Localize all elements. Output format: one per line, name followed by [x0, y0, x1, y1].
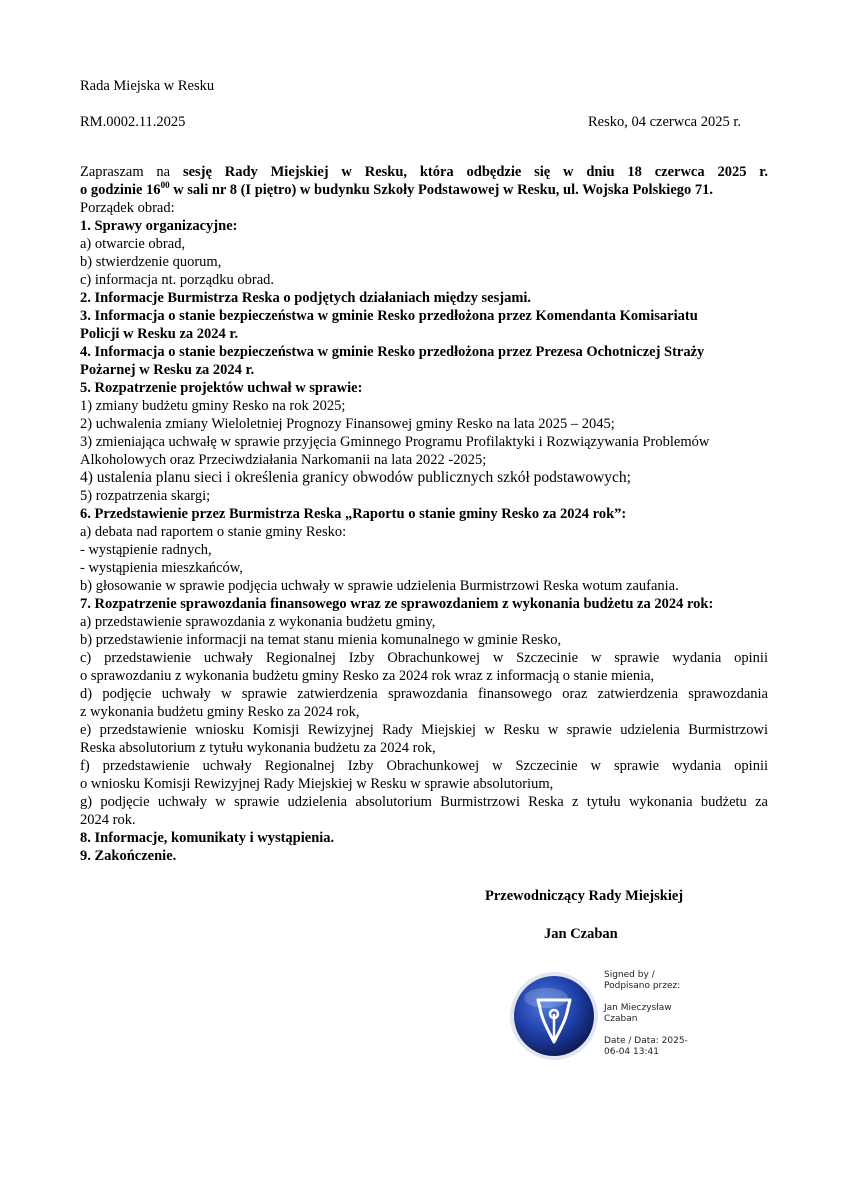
agenda-item-3: 3. Informacja o stanie bezpieczeństwa w gminie Resko przedłożona przez Komendanta Komisariatu	[80, 308, 698, 324]
signature-date-label: Date / Data: 2025-	[604, 1036, 688, 1046]
agenda-subitem-cont: Alkoholowych oraz Przeciwdziałania Narkomanii na lata 2022 -2025;	[80, 452, 487, 468]
agenda-subitem: a) otwarcie obrad,	[80, 236, 186, 252]
agenda-subitem-cont: 2024 rok.	[80, 812, 136, 828]
reference-number: RM.0002.11.2025	[80, 114, 186, 130]
agenda-subitem-cont: Reska absolutorium z tytułu wykonania budżetu za 2024 rok,	[80, 740, 436, 756]
intro-location: w sali nr 8 (I piętro) w budynku Szkoły Podstawowej w Resku, ul. Wojska Polskiego 71.	[169, 182, 714, 198]
agenda-subitem-cont: z wykonania budżetu gminy Resko za 2024 rok,	[80, 704, 360, 720]
agenda-item-6: 6. Przedstawienie przez Burmistrza Reska „Raportu o stanie gminy Resko za 2024 rok”:	[80, 506, 627, 522]
intro-text: Zapraszam na	[80, 164, 183, 180]
agenda-subitem: 4) ustalenia planu sieci i określenia granicy obwodów publicznych szkół podstawowych;	[80, 469, 631, 486]
council-name: Rada Miejska w Resku	[80, 78, 215, 94]
signatory-title: Przewodniczący Rady Miejskiej	[485, 888, 684, 904]
digital-signature-info	[604, 970, 688, 1058]
signed-by-label: Signed by /	[604, 970, 655, 980]
agenda-subitem: b) stwierdzenie quorum,	[80, 254, 222, 270]
agenda-item-4: 4. Informacja o stanie bezpieczeństwa w gminie Resko przedłożona przez Prezesa Ochotniczej Straży	[80, 344, 705, 360]
intro-time: o godzinie 16	[80, 182, 161, 198]
agenda-subitem: c) informacja nt. porządku obrad.	[80, 272, 275, 288]
agenda-subitem: - wystąpienia mieszkańców,	[80, 560, 243, 576]
agenda-item-5: 5. Rozpatrzenie projektów uchwał w sprawie:	[80, 380, 363, 396]
agenda-subitem: 2) uchwalenia zmiany Wieloletniej Prognozy Finansowej gminy Resko na lata 2025 – 2045;	[80, 416, 615, 432]
intro-line-2	[80, 181, 768, 199]
agenda-subitem: b) głosowanie w sprawie podjęcia uchwały w sprawie udzielenia Burmistrzowi Reska wotum zaufania.	[80, 578, 679, 594]
agenda-subitem: 3) zmieniająca uchwałę w sprawie przyjęcia Gminnego Programu Profilaktyki i Rozwiązywania Problemów	[80, 434, 710, 450]
agenda-subitem-cont: o sprawozdaniu z wykonania budżetu gminy Resko za 2024 rok wraz z informacją o stanie mienia,	[80, 668, 655, 684]
intro-line-1	[80, 163, 768, 181]
fountain-pen-seal-icon	[508, 970, 600, 1062]
agenda-subitem: d) podjęcie uchwały w sprawie zatwierdzenia sprawozdania finansowego oraz zatwierdzenia sprawozdania	[80, 686, 768, 702]
agenda-subitem: - wystąpienie radnych,	[80, 542, 212, 558]
agenda-item-4-cont: Pożarnej w Resku za 2024 r.	[80, 362, 255, 378]
agenda-item-7: 7. Rozpatrzenie sprawozdania finansowego wraz ze sprawozdaniem z wykonania budżetu za 2024 rok:	[80, 596, 714, 612]
agenda-item-1: 1. Sprawy organizacyjne:	[80, 218, 238, 234]
agenda-subitem: b) przedstawienie informacji na temat stanu mienia komunalnego w gminie Resko,	[80, 632, 562, 648]
signatory-name: Jan Czaban	[544, 926, 618, 942]
signed-by-label-pl: Podpisano przez:	[604, 981, 681, 991]
place-and-date: Resko, 04 czerwca 2025 r.	[588, 114, 742, 130]
signature-date-value: 06-04 13:41	[604, 1047, 659, 1057]
signer-name: Jan Mieczysław	[604, 1003, 672, 1013]
agenda-item-8: 8. Informacje, komunikaty i wystąpienia.	[80, 830, 335, 846]
intro-time-minutes: 00	[160, 180, 170, 191]
invitation-body	[80, 163, 768, 865]
order-heading: Porządek obrad:	[80, 200, 175, 216]
agenda-subitem: 5) rozpatrzenia skargi;	[80, 488, 211, 504]
agenda-subitem: a) debata nad raportem o stanie gminy Resko:	[80, 524, 347, 540]
agenda-item-2: 2. Informacje Burmistrza Reska o podjętych działaniach między sesjami.	[80, 290, 532, 306]
agenda-subitem: 1) zmiany budżetu gminy Resko na rok 2025;	[80, 398, 346, 414]
agenda-subitem: c) przedstawienie uchwały Regionalnej Izby Obrachunkowej w Szczecinie w sprawie wydania opinii	[80, 650, 768, 666]
agenda-item-9: 9. Zakończenie.	[80, 848, 177, 864]
agenda-item-3-cont: Policji w Resku za 2024 r.	[80, 326, 239, 342]
intro-session-bold: sesję Rady Miejskiej w Resku, która odbędzie się w dniu 18 czerwca 2025 r.	[182, 164, 769, 180]
agenda-subitem: e) przedstawienie wniosku Komisji Rewizyjnej Rady Miejskiej w Resku w sprawie udzielenia Burmistrzowi	[80, 722, 768, 738]
agenda-subitem: a) przedstawienie sprawozdania z wykonania budżetu gminy,	[80, 614, 436, 630]
agenda-subitem-cont: o wniosku Komisji Rewizyjnej Rady Miejskiej w Resku w sprawie absolutorium,	[80, 776, 554, 792]
agenda-subitem: g) podjęcie uchwały w sprawie udzielenia absolutorium Burmistrzowi Reska z tytułu wykonania budżetu za	[80, 794, 768, 810]
agenda-subitem: f) przedstawienie uchwały Regionalnej Izby Obrachunkowej w Szczecinie w sprawie wydania opinii	[80, 758, 768, 774]
signer-surname: Czaban	[604, 1014, 638, 1024]
